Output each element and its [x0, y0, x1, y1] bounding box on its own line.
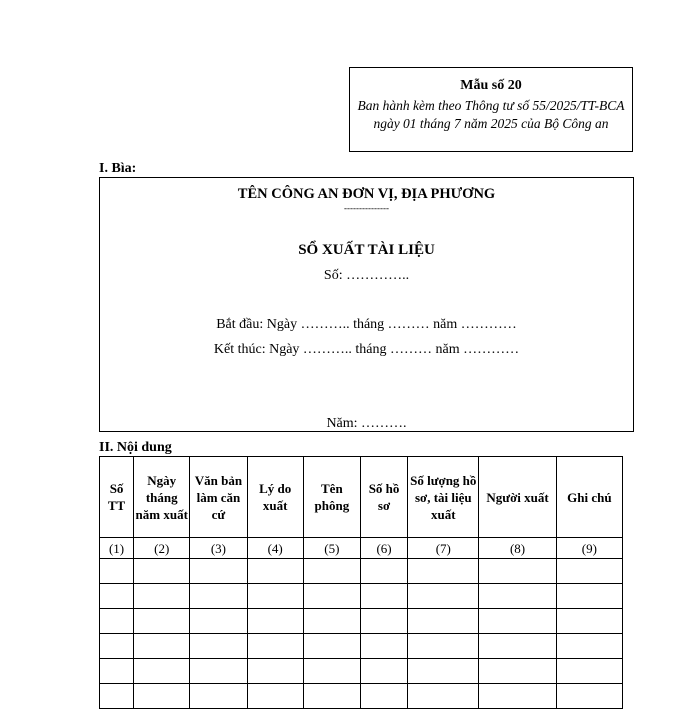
- table-cell: [408, 609, 479, 634]
- table-cell: [134, 559, 190, 584]
- table-cell: [479, 609, 556, 634]
- year-line: Năm: ……….: [326, 416, 407, 431]
- header-cell: Văn bản làm căn cứ: [190, 457, 247, 538]
- table-cell: [556, 584, 622, 609]
- header-cell: Tên phông: [303, 457, 360, 538]
- table-cell: [100, 584, 134, 609]
- table-cell: [556, 684, 622, 709]
- column-number: (8): [479, 538, 556, 559]
- table-cell: [360, 659, 407, 684]
- table-cell: [360, 559, 407, 584]
- table-cell: [134, 659, 190, 684]
- table-cell: [408, 584, 479, 609]
- table-cell: [100, 609, 134, 634]
- export-log-table: [99, 456, 623, 709]
- form-number: Mẫu số 20: [460, 78, 522, 93]
- table-cell: [360, 684, 407, 709]
- table-cell: [303, 659, 360, 684]
- column-number: (1): [100, 538, 134, 559]
- table-cell: [479, 559, 556, 584]
- table-cell: [303, 559, 360, 584]
- book-number: Số: …………..: [323, 268, 410, 283]
- column-number: (2): [134, 538, 190, 559]
- table-cell: [303, 609, 360, 634]
- column-number: (9): [556, 538, 622, 559]
- header-cell: Người xuất: [479, 457, 556, 538]
- table-cell: [479, 584, 556, 609]
- table-cell: [100, 659, 134, 684]
- table-cell: [134, 609, 190, 634]
- table-row: [100, 684, 623, 709]
- title-divider: ---------------: [344, 203, 389, 213]
- table-cell: [190, 634, 247, 659]
- table-cell: [134, 634, 190, 659]
- table-cell: [479, 684, 556, 709]
- table-cell: [408, 659, 479, 684]
- table-cell: [134, 584, 190, 609]
- form-template-box: [349, 67, 633, 152]
- table-cell: [100, 634, 134, 659]
- table-cell: [479, 634, 556, 659]
- table-row: [100, 609, 623, 634]
- table-cell: [360, 584, 407, 609]
- form-description: Ban hành kèm theo Thông tư số 55/2025/TT-BCA ngày 01 tháng 7 năm 2025 của Bộ Công an: [357, 98, 625, 131]
- table-cell: [479, 659, 556, 684]
- table-cell: [408, 684, 479, 709]
- cover-section-label: I. Bìa:: [99, 161, 137, 176]
- column-number: (4): [247, 538, 303, 559]
- table-cell: [556, 634, 622, 659]
- start-date-line: Bắt đầu: Ngày ……….. tháng ……… năm …………: [216, 317, 517, 332]
- table-cell: [247, 609, 303, 634]
- table-cell: [303, 634, 360, 659]
- header-cell: Ngày tháng năm xuất: [134, 457, 190, 538]
- content-section-label: II. Nội dung: [99, 440, 172, 455]
- table-cell: [247, 584, 303, 609]
- table-cell: [134, 684, 190, 709]
- table-cell: [247, 634, 303, 659]
- table-cell: [100, 684, 134, 709]
- table-row: [100, 634, 623, 659]
- table-cell: [360, 609, 407, 634]
- table-cell: [190, 684, 247, 709]
- column-number: (6): [360, 538, 407, 559]
- table-cell: [190, 559, 247, 584]
- table-cell: [556, 559, 622, 584]
- header-cell: Số TT: [100, 457, 134, 538]
- table-cell: [408, 634, 479, 659]
- table-row: [100, 559, 623, 584]
- table-cell: [303, 684, 360, 709]
- column-number: (5): [303, 538, 360, 559]
- table-cell: [247, 559, 303, 584]
- book-title: SỔ XUẤT TÀI LIỆU: [298, 242, 435, 258]
- table-cell: [190, 609, 247, 634]
- header-cell: Lý do xuất: [247, 457, 303, 538]
- header-cell: Ghi chú: [556, 457, 622, 538]
- header-cell: Số hồ sơ: [360, 457, 407, 538]
- table-row: [100, 584, 623, 609]
- table-cell: [190, 584, 247, 609]
- column-number-row: [100, 538, 623, 559]
- table-cell: [303, 584, 360, 609]
- table-cell: [100, 559, 134, 584]
- end-date-line: Kết thúc: Ngày ……….. tháng ……… năm …………: [213, 342, 520, 357]
- table-cell: [190, 659, 247, 684]
- column-number: (3): [190, 538, 247, 559]
- table-header-row: [100, 457, 623, 538]
- organization-name: TÊN CÔNG AN ĐƠN VỊ, ĐỊA PHƯƠNG: [237, 186, 496, 202]
- table-cell: [556, 659, 622, 684]
- table-cell: [247, 684, 303, 709]
- cover-box: [99, 177, 634, 432]
- header-cell: Số lượng hồ sơ, tài liệu xuất: [408, 457, 479, 538]
- table-cell: [556, 609, 622, 634]
- table-cell: [360, 634, 407, 659]
- column-number: (7): [408, 538, 479, 559]
- table-row: [100, 659, 623, 684]
- table-cell: [247, 659, 303, 684]
- table-cell: [408, 559, 479, 584]
